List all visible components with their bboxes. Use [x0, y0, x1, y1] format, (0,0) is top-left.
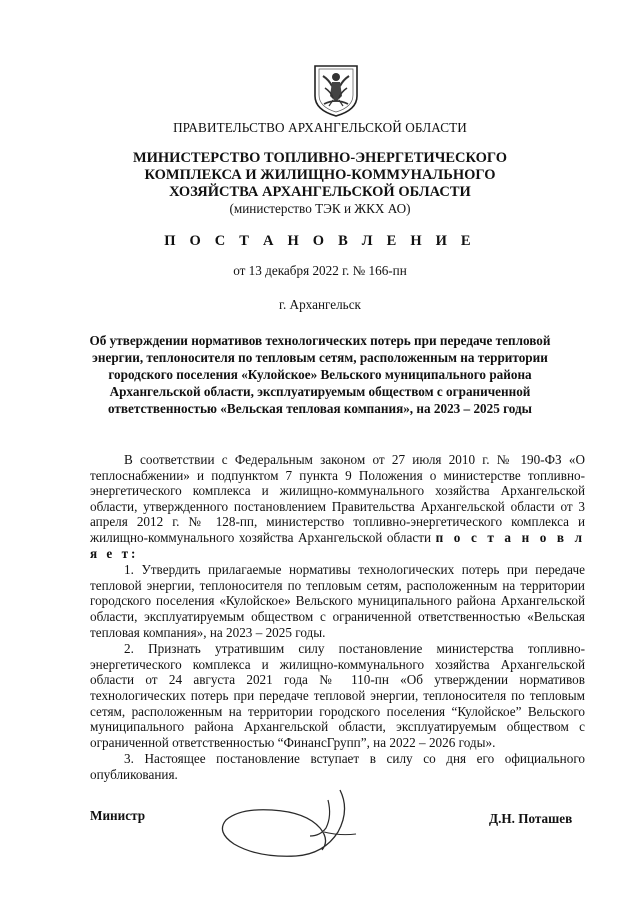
subject-line: энергии, теплоносителя по тепловым сетям, расположенным на территории: [92, 350, 548, 365]
preamble-paragraph: [90, 452, 585, 561]
ministry-title: [0, 150, 640, 201]
handwritten-signature-icon: [200, 770, 390, 870]
coat-of-arms-icon: [311, 62, 361, 118]
subject-line: Об утверждении нормативов технологических потерь при передаче тепловой: [89, 333, 551, 348]
government-name: ПРАВИТЕЛЬСТВО АРХАНГЕЛЬСКОЙ ОБЛАСТИ: [173, 120, 467, 135]
preamble-text: В соответствии с Федеральным законом от 27 июля 2010 г. № 190-ФЗ «О теплоснабжении» и подпунктом 7 пункта 9 Положения о министерстве топливно-энергетического комплекса и жилищно-коммунального хозяйства Архангельской области, утвержденного постановлением Правительства Архангельской области от 3 апреля 2012 г. № 128-пп, министерство топливно-энергетического комплекса и жилищно-коммунального хозяйства Архангельской области: [90, 452, 585, 545]
document-subject: [0, 332, 640, 417]
document-city: г. Архангельск: [279, 297, 361, 312]
signatory-name: Д.Н. Поташев: [489, 811, 573, 826]
subject-line: Архангельской области, эксплуатируемым обществом с ограниченной: [109, 384, 531, 399]
ministry-title-line: ХОЗЯЙСТВА АРХАНГЕЛЬСКОЙ ОБЛАСТИ: [169, 184, 471, 200]
document-body: [90, 452, 585, 782]
document-date-number: от 13 декабря 2022 г. № 166-пн: [233, 263, 407, 278]
item-paragraph-2: 2. Признать утратившим силу постановление министерства топливно-энергетического комплекса и жилищно-коммунального хозяйства Архангельской области от 24 августа 2021 года № 110-пн «Об утверждении нормативов технологических потерь при передаче тепловой энергии, теплоносителя по тепловым сетям, расположенным на территории городского поселения “Кулойское” Вельского муниципального района Архангельской области, эксплуатируемым обществом с ограниченной ответственностью “ФинансГрупп”, на 2022 – 2026 годы».: [90, 641, 585, 750]
item-paragraph-1: 1. Утвердить прилагаемые нормативы технологических потерь при передаче тепловой энергии, теплоносителя по тепловым сетям, расположенным на территории городского поселения «Кулойское» Вельского муниципального района Архангельской области, эксплуатируемым обществом с ограниченной ответственностью «Вельская тепловая компания», на 2023 – 2025 годы.: [90, 562, 585, 640]
subject-line: городского поселения «Кулойское» Вельского муниципального района: [108, 367, 532, 382]
subject-line: ответственностью «Вельская тепловая компания», на 2023 – 2025 годы: [108, 401, 532, 416]
ministry-title-line: КОМПЛЕКСА И ЖИЛИЩНО-КОММУНАЛЬНОГО: [144, 167, 496, 183]
decree-word: п о с т а н о в л я е т:: [90, 529, 586, 561]
document-type: П О С Т А Н О В Л Е Н И Е: [164, 233, 476, 249]
ministry-short-name: (министерство ТЭК и ЖКХ АО): [229, 201, 411, 216]
ministry-title-line: МИНИСТЕРСТВО ТОПЛИВНО-ЭНЕРГЕТИЧЕСКОГО: [132, 150, 508, 166]
item-paragraph-3: 3. Настоящее постановление вступает в силу со дня его официального опубликования.: [90, 751, 585, 782]
signatory-role: Министр: [90, 808, 146, 823]
